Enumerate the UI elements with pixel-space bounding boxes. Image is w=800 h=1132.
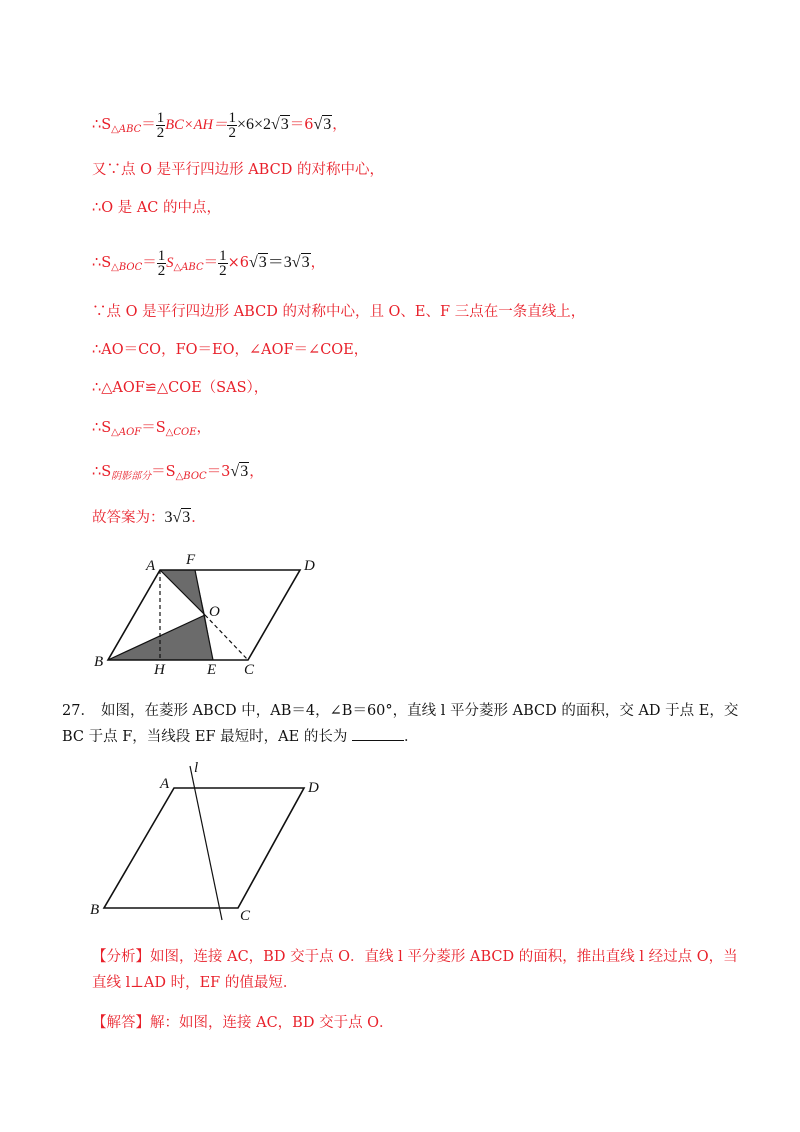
rhombus-outline [104,788,304,908]
solution-line-10: 故答案为：3√3． [92,509,206,526]
text: ， [332,117,347,133]
label-c: C [244,662,255,677]
label-f: F [186,552,196,568]
text: ． [403,729,419,745]
text: BC×AH＝ [165,117,228,133]
subscript: △ABC [173,262,204,273]
label-a: A [146,558,156,574]
figure-rhombus [86,758,346,928]
sqrt: 3 [182,509,191,526]
solution-line-5: ∵点 O 是平行四边形 ABCD 的对称中心，且 O、E、F 三点在一条直线上， [92,304,586,320]
fraction: $\frac{1}{2}$ [219,247,227,279]
solution-line-9: $\therefore S_{阴影部分}=S_{\triangle BOC}=3√3$， [92,463,264,482]
solution-line-3: ∴O 是 AC 的中点， [92,200,222,216]
solution-line-8 [92,418,211,443]
text: ∴S [92,464,112,480]
label-c: C [240,908,251,924]
math: 3 [164,509,173,526]
math: ×6×2 [236,116,271,133]
text: ， [310,255,326,271]
subscript: 阴影部分 [111,471,152,482]
subscript: △BOC [175,471,207,482]
solution-line-1: $\therefore S_{\triangle ABC}=$ $\frac{1}{2}$ BC×AH＝ $\frac{1}{2}$ ×6×2√3＝6√3， [92,109,347,141]
text: ∴S [92,117,112,133]
label-h: H [154,662,165,677]
text: ＝S [141,420,166,436]
solution-paragraph [92,1010,742,1036]
question-27 [62,698,742,750]
subscript: △AOF [111,427,142,438]
sqrt: 3 [301,254,310,271]
question-number: 27． [62,703,95,719]
text: ∴S [92,255,112,271]
fraction: $\frac{1}{2}$ [228,109,236,141]
sqrt: 3 [280,116,289,133]
text: ＝ [142,255,157,271]
label-b: B [90,902,100,918]
label-d: D [304,558,315,574]
analysis-tag: 【分析】 [92,949,150,965]
text: ＝S [151,464,176,480]
solution-line-2: 又∵点 O 是平行四边形 ABCD 的对称中心， [92,162,384,178]
answer-blank [352,726,404,741]
text: ， [249,464,264,480]
subscript: △COE [165,427,197,438]
question-text: 如图，在菱形 ABCD 中，AB＝4，∠B＝60°，直线 l 平分菱形 ABCD 的面积，交 AD 于点 E，交 BC 于点 F，当线段 EF 最短时，AE 的长为 [62,703,739,745]
sqrt: 3 [240,463,249,480]
line-l [190,766,222,920]
analysis-paragraph [92,944,742,996]
sqrt: 3 [323,116,332,133]
solution-line-7: ∴△AOF≌△COE（SAS）， [92,380,269,396]
fraction: $\frac{1}{2}$ [156,109,165,141]
math: ＝3 [267,254,292,271]
solution-tag: 【解答】 [92,1015,150,1031]
label-b: B [94,654,104,670]
label-d: D [308,780,319,796]
label-o: O [209,604,220,620]
sqrt: 3 [258,254,267,271]
solution-line-4: $\therefore S_{\triangle BOC}=$ $\frac{1}{2}$ $S_{\triangle ABC}=$ $\frac{1}{2}$ ×6√3＝3√3， [92,247,326,279]
label-a: A [160,776,170,792]
figure-parallelogram-shaded [88,552,348,677]
subscript: △BOC [111,262,143,273]
solution-line-6: ∴AO＝CO，FO＝EO，∠AOF＝∠COE， [92,342,369,358]
label-e: E [207,662,217,677]
text: ＝6 [289,117,314,133]
label-l: l [194,760,199,776]
text: ． [191,510,206,526]
text: ×6 [227,255,249,271]
text: ＝ [141,117,156,133]
text: 故答案为： [92,510,165,526]
subscript: △ABC [111,124,142,135]
fraction: $\frac{1}{2}$ [157,247,166,279]
text: ∴S [92,420,112,436]
text: ＝ [203,255,219,271]
solution-text: 解：如图，连接 AC，BD 交于点 O． [150,1015,394,1031]
analysis-text: 如图，连接 AC，BD 交于点 O．直线 l 平分菱形 ABCD 的面积，推出直线 l 经过点 O，当直线 l⊥AD 时，EF 的值最短． [92,949,738,991]
text: ＝3 [206,464,231,480]
text: ， [196,420,212,436]
text: S [166,255,174,271]
